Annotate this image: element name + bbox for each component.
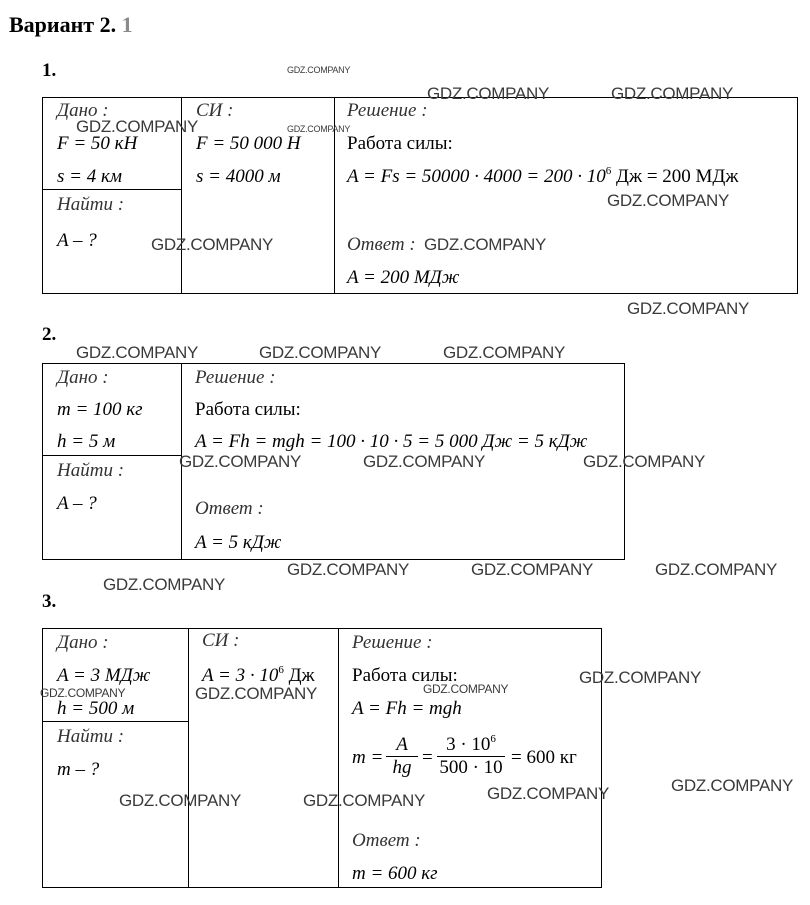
watermark-text: GDZ.COMPANY [423,682,509,696]
p3-given-h: h = 500 м [57,698,135,719]
p2-find-value: A – ? [57,493,97,514]
p2-answer: A = 5 кДж [195,532,282,553]
p1-solution-heading: Решение : [347,100,428,121]
p3-si-a-main: A = 3 · 10 [202,665,279,686]
p3-solution-line2: A = Fh = mgh [352,698,462,719]
p3-si-a-exp: 6 [278,664,284,676]
watermark-text: GDZ.COMPANY [287,124,351,134]
p3-given-a: A = 3 МДж [57,665,151,686]
watermark-text: GDZ.COMPANY [583,452,706,471]
problem-3-divider-given [188,628,189,888]
p1-solution-line1: Работа силы: [347,133,453,154]
watermark-text: GDZ.COMPANY [655,560,778,579]
watermark-text: GDZ.COMPANY [627,299,750,318]
p1-si-heading: СИ : [196,100,234,121]
watermark-text: GDZ.COMPANY [259,343,382,362]
p1-si-f: F = 50 000 Н [196,133,301,154]
problem-1-number: 1. [42,60,57,81]
watermark-text: GDZ.COMPANY [151,235,274,254]
p1-formula-main: A = Fs = 50000 · 4000 = 200 · 10 [347,166,606,187]
p2-given-h: h = 5 м [57,431,116,452]
watermark-text: GDZ.COMPANY [179,452,302,471]
p2-solution-line1: Работа силы: [195,399,301,420]
watermark-text: GDZ.COMPANY [76,343,199,362]
p3-frac1-numerator: A [396,734,408,755]
page-title [9,12,133,38]
p2-given-m: m = 100 кг [57,399,143,420]
problem-1-divider-find [42,189,182,190]
problem-2-number: 2. [42,324,57,345]
p1-given-f: F = 50 кН [57,133,138,154]
problem-2-table [42,363,625,560]
p2-solution-heading: Решение : [195,367,276,388]
watermark-text: GDZ.COMPANY [424,235,547,254]
p3-given-heading: Дано : [57,632,109,653]
p3-answer-heading: Ответ : [352,830,421,851]
p3-si-a-unit: Дж [283,665,315,686]
p3-m-eq: m = [352,747,384,768]
problem-2-divider-find [42,455,182,456]
p3-si-heading: СИ : [202,630,240,651]
problem-3-number: 3. [42,591,57,612]
p3-find-value: m – ? [57,759,100,780]
watermark-text: GDZ.COMPANY [427,84,550,103]
p1-answer-heading: Ответ : [347,234,416,255]
p3-fraction-2 [437,734,505,779]
watermark-text: GDZ.COMPANY [363,452,486,471]
p3-frac1-denominator: hg [386,756,418,779]
p2-answer-heading: Ответ : [195,498,264,519]
p3-frac2-num-exp: 6 [490,733,496,745]
watermark-text: GDZ.COMPANY [579,668,702,687]
p1-given-s: s = 4 км [57,166,122,187]
p1-solution-formula [347,166,739,188]
p3-solution-line1: Работа силы: [352,665,458,686]
watermark-text: GDZ.COMPANY [303,791,426,810]
watermark-text: GDZ.COMPANY [287,65,351,75]
problem-3-divider-si [338,628,339,888]
p1-given-heading: Дано : [57,100,109,121]
variant-title: Вариант 2. [9,12,117,37]
p3-find-heading: Найти : [57,726,125,747]
problem-3-divider-find [42,721,189,722]
p1-find-heading: Найти : [57,194,125,215]
p2-given-heading: Дано : [57,367,109,388]
p3-frac2-num-main: 3 · 10 [446,734,491,755]
watermark-text: GDZ.COMPANY [40,686,126,700]
p3-answer: m = 600 кг [352,863,438,884]
watermark-text: GDZ.COMPANY [487,784,610,803]
p3-frac2-denominator: 500 · 10 [437,756,505,779]
watermark-text: GDZ.COMPANY [287,560,410,579]
p3-frac2-numerator [437,734,505,756]
watermark-text: GDZ.COMPANY [443,343,566,362]
p2-find-heading: Найти : [57,460,125,481]
p1-formula-tail: Дж = 200 МДж [611,166,739,187]
p3-equals: = [422,747,433,768]
p1-si-s: s = 4000 м [196,166,281,187]
watermark-text: GDZ.COMPANY [671,776,794,795]
watermark-text: GDZ.COMPANY [103,575,226,594]
watermark-text: GDZ.COMPANY [119,791,242,810]
watermark-text: GDZ.COMPANY [76,117,199,136]
watermark-text: GDZ.COMPANY [611,84,734,103]
p3-solution-heading: Решение : [352,632,433,653]
watermark-text: GDZ.COMPANY [195,684,318,703]
p1-answer: A = 200 МДж [347,267,460,288]
p1-formula-exp: 6 [605,165,612,177]
watermark-text: GDZ.COMPANY [471,560,594,579]
variant-suffix: 1 [121,12,133,37]
watermark-text: GDZ.COMPANY [607,191,730,210]
p3-fraction-1 [386,734,418,779]
p1-find-value: A – ? [57,230,97,251]
p2-solution-formula: A = Fh = mgh = 100 · 10 · 5 = 5 000 Дж = 5 кДж [195,431,588,452]
p3-result: = 600 кг [511,747,577,768]
